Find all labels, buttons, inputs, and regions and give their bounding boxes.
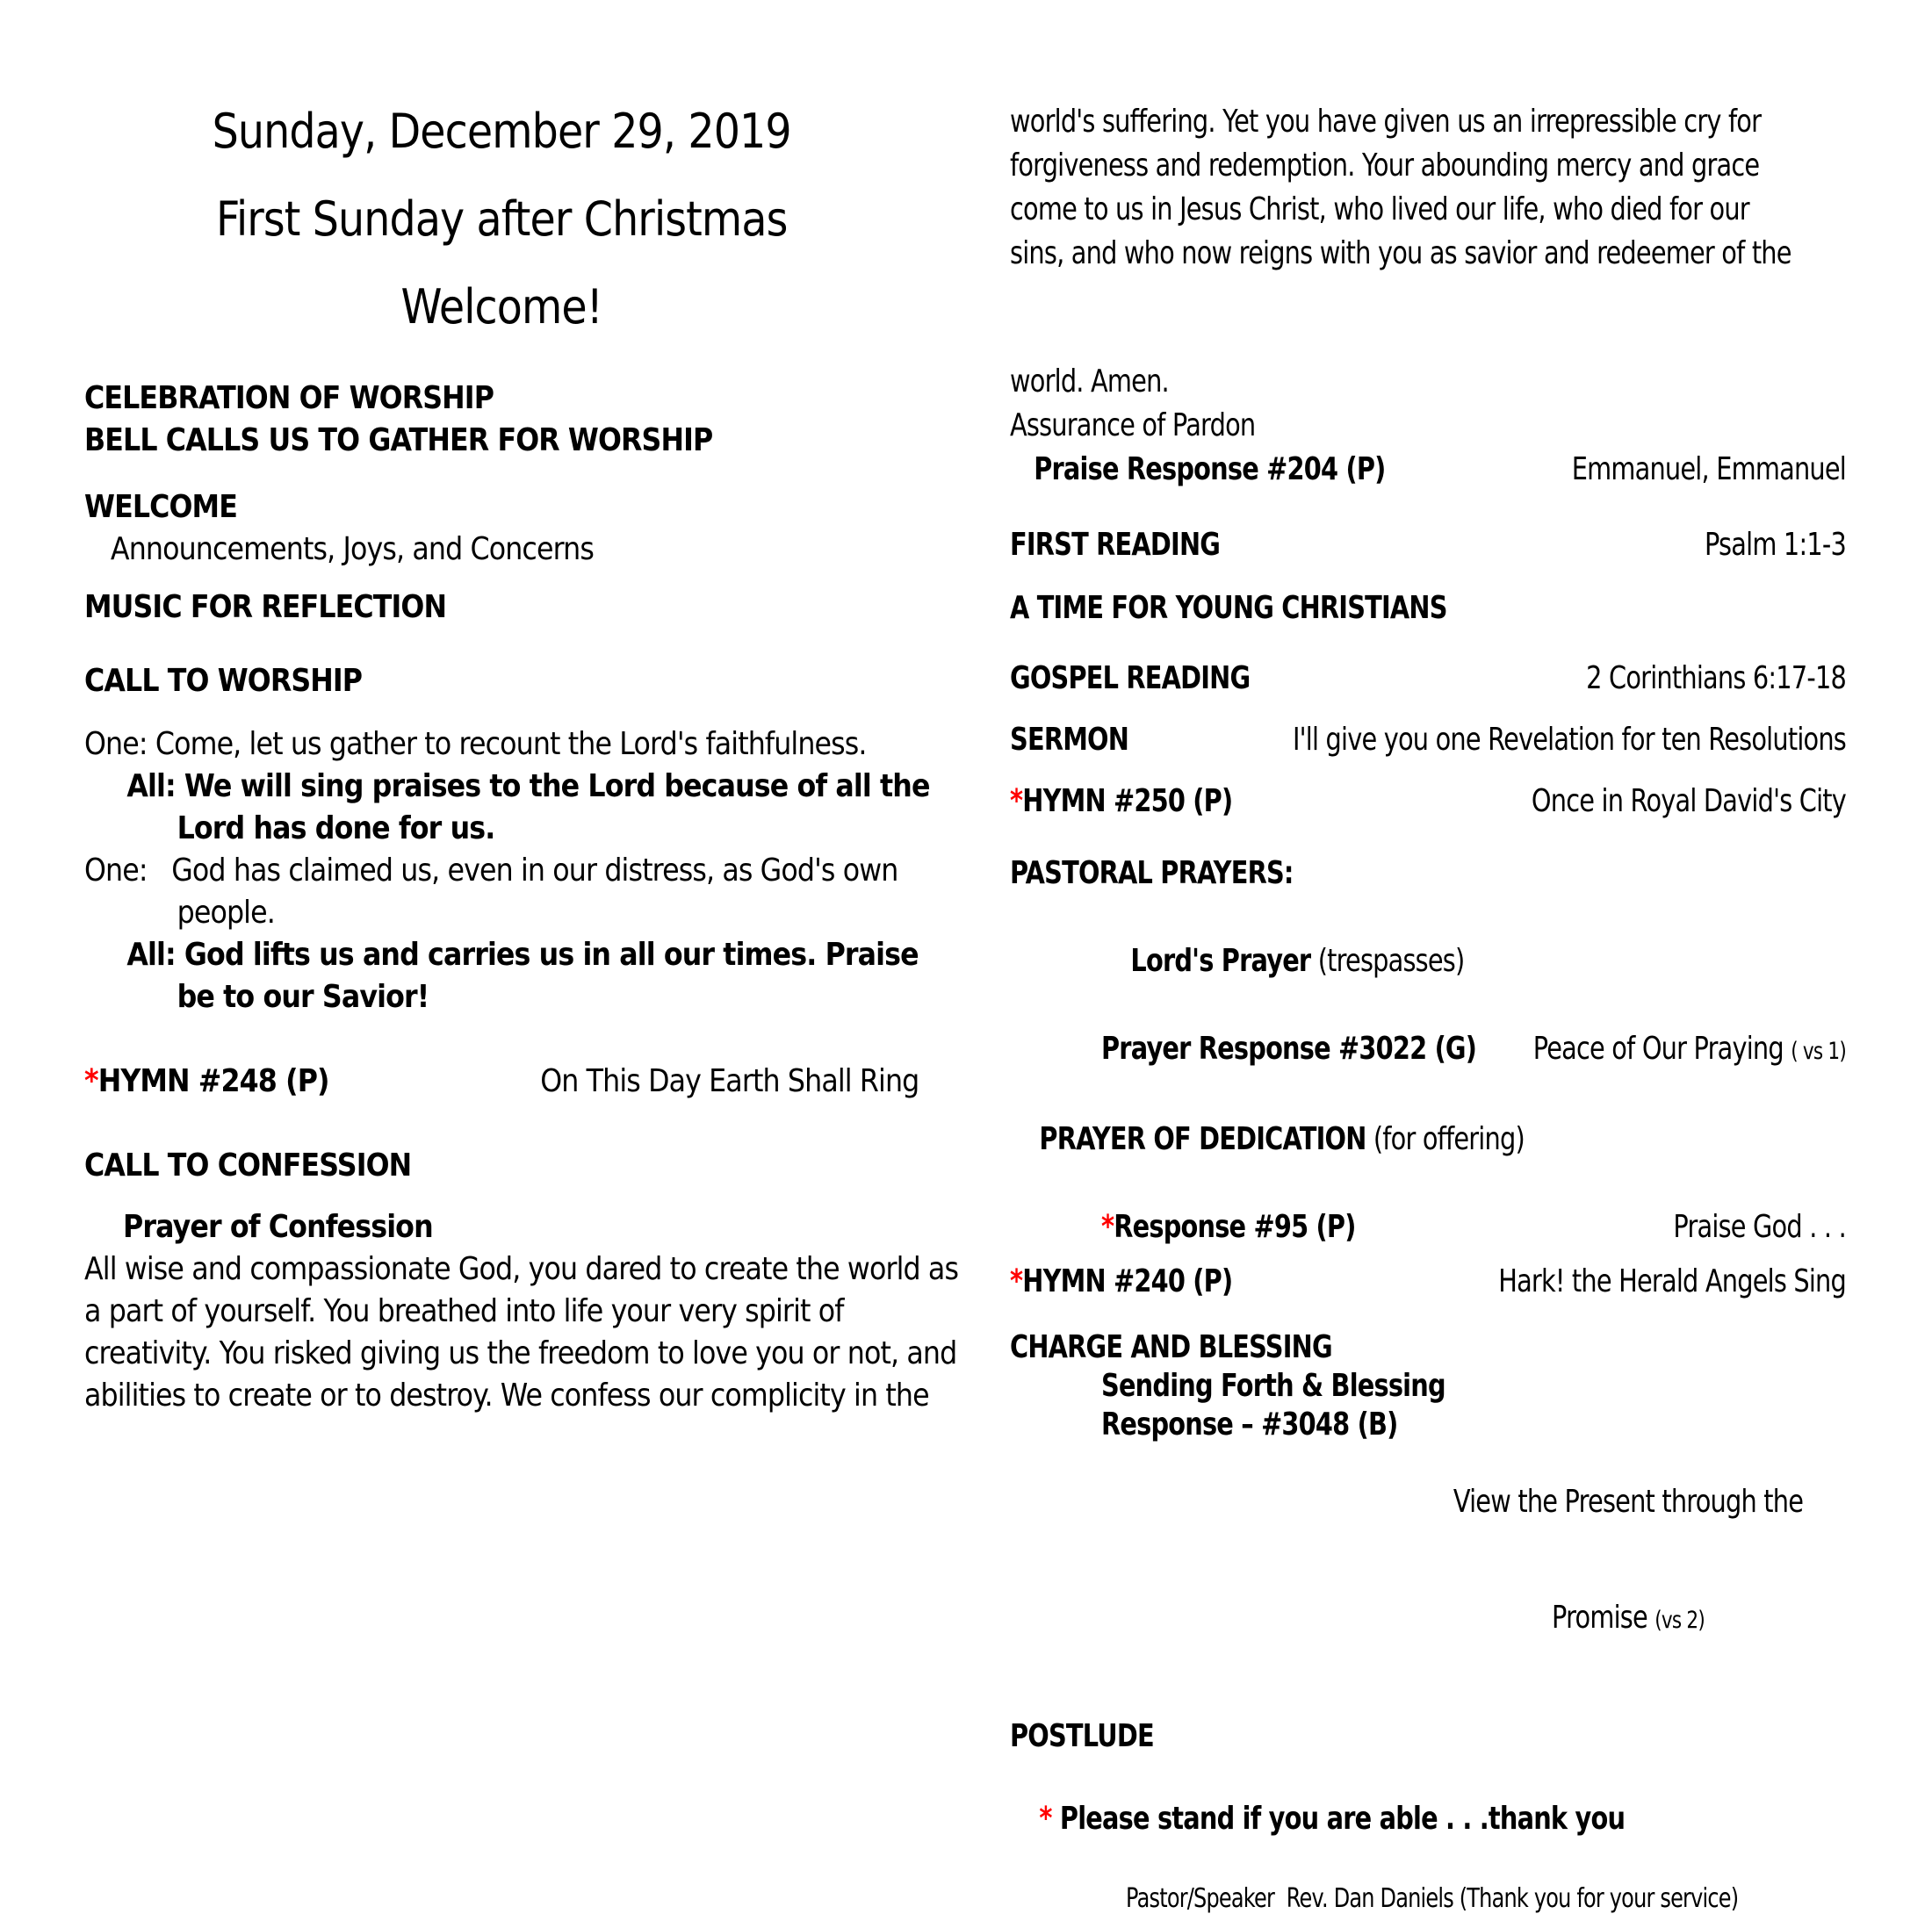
hymn-240-title: Hark! the Herald Angels Sing <box>1498 1263 1846 1299</box>
gospel-reading-reference: 2 Corinthians 6:17-18 <box>1586 660 1846 696</box>
stand-note-text: Please stand if you are able . . .thank you <box>1051 1801 1626 1837</box>
response-95-label-group <box>1010 1205 1356 1249</box>
stand-note-line <box>1010 1761 1846 1877</box>
hymn-248-label-group <box>84 1061 329 1103</box>
first-reading-line <box>1010 523 1846 567</box>
confession-line: creativity. You risked giving us the freedom to love you or not, and <box>84 1335 957 1371</box>
confession-paragraph <box>84 1248 959 1417</box>
dedication-note: (for offering) <box>1366 1121 1525 1157</box>
confession-line: a part of yourself. You breathed into life your very spirit of <box>84 1293 844 1329</box>
responsive-line-all-2: All: God lifts us and carries us in all our times. Praise <box>126 937 919 973</box>
confession-continued-line: forgiveness and redemption. Your abounding mercy and grace <box>1010 147 1760 183</box>
confession-line: All wise and compassionate God, you dared to create the world as <box>84 1251 959 1287</box>
responsive-line-one-2-cont: people. <box>177 895 275 931</box>
heading-call-to-worship: CALL TO WORSHIP <box>84 663 363 699</box>
heading-prayer-of-confession: Prayer of Confession <box>123 1209 433 1245</box>
confession-continued-line: sins, and who now reigns with you as savior and redeemer of the <box>1010 235 1791 271</box>
response-95-title: Praise God . . . <box>1673 1209 1846 1245</box>
response-95-line <box>1010 1205 1846 1249</box>
title-occasion: First Sunday after Christmas <box>215 191 788 247</box>
heading-pastoral-prayers: PASTORAL PRAYERS: <box>1010 855 1294 891</box>
response-3048-title-line1: View the Present through the <box>1453 1484 1804 1520</box>
responsive-line-all-1-cont: Lord has done for us. <box>177 810 495 846</box>
prayer-response-3022-verse-note: ( vs 1) <box>1791 1038 1846 1065</box>
stand-asterisk: * <box>1010 783 1023 819</box>
hymn-250-line <box>1010 780 1846 824</box>
hymn-240-label: HYMN #240 (P) <box>1022 1263 1233 1299</box>
responsive-line-all-1: All: We will sing praises to the Lord because of all the <box>126 768 930 804</box>
hymn-248-label: HYMN #248 (P) <box>97 1063 329 1099</box>
first-reading-label: FIRST READING <box>1010 527 1221 563</box>
response-3048-line <box>1010 1406 1846 1717</box>
responsive-line-one-1: One: Come, let us gather to recount the Lord's faithfulness. <box>84 726 867 762</box>
response-3048-verse-note: (vs 2) <box>1654 1607 1705 1634</box>
heading-welcome: WELCOME <box>84 489 237 525</box>
responsive-line-one-2: One: God has claimed us, even in our distress, as God's own <box>84 853 898 889</box>
confession-continued-line: world's suffering. Yet you have given us an irrepressible cry for <box>1010 104 1762 140</box>
title-date: Sunday, December 29, 2019 <box>212 104 791 159</box>
dedication-label: PRAYER OF DEDICATION <box>1039 1121 1366 1157</box>
heading-young-christians: A TIME FOR YOUNG CHRISTIANS <box>1010 590 1447 626</box>
response-3048-title-block <box>1410 1406 1846 1717</box>
response-3048-label: Response – #3048 (B) <box>1101 1407 1398 1443</box>
amen-line: world. Amen. <box>1010 363 1169 399</box>
sending-forth-line: Sending Forth & Blessing <box>1101 1368 1445 1404</box>
hymn-248-line <box>84 1061 919 1103</box>
prayer-response-3022-label: Prayer Response #3022 (G) <box>1101 1031 1477 1067</box>
stand-asterisk: * <box>1101 1209 1114 1245</box>
title-welcome: Welcome! <box>400 279 602 335</box>
prayer-response-3022-title-group <box>1533 1027 1846 1074</box>
announcements-line: Announcements, Joys, and Concerns <box>110 531 594 567</box>
hymn-250-label-group <box>1010 780 1232 824</box>
first-reading-reference: Psalm 1:1-3 <box>1705 527 1846 563</box>
heading-bell-calls: BELL CALLS US TO GATHER FOR WORSHIP <box>84 422 713 458</box>
heading-music-for-reflection: MUSIC FOR REFLECTION <box>84 589 447 625</box>
stand-asterisk: * <box>1010 1263 1023 1299</box>
confession-continued-line: come to us in Jesus Christ, who lived our life, who died for our <box>1010 191 1749 227</box>
responsive-line-all-2-cont: be to our Savior! <box>177 979 429 1015</box>
hymn-250-label: HYMN #250 (P) <box>1022 783 1233 819</box>
right-column <box>1010 0 1846 1921</box>
hymn-240-line <box>1010 1260 1846 1304</box>
responsive-reading <box>84 723 930 1018</box>
heading-postlude: POSTLUDE <box>1010 1718 1154 1754</box>
lords-prayer-line <box>1010 896 1846 1027</box>
hymn-250-title: Once in Royal David's City <box>1531 783 1846 819</box>
response-3048-title-line2-group <box>1410 1599 1846 1640</box>
stand-asterisk: * <box>1039 1801 1052 1837</box>
confession-line: abilities to create or to destroy. We confess our complicity in the <box>84 1378 929 1414</box>
dedication-line <box>1010 1074 1846 1205</box>
prayer-response-3022-title: Peace of Our Praying <box>1532 1031 1791 1067</box>
sermon-label: SERMON <box>1010 722 1129 758</box>
sermon-line <box>1010 718 1846 762</box>
prayer-response-3022-line <box>1010 1027 1846 1074</box>
gospel-reading-label: GOSPEL READING <box>1010 660 1251 696</box>
left-column <box>84 0 959 1417</box>
assurance-of-pardon: Assurance of Pardon <box>1010 407 1256 443</box>
stand-asterisk: * <box>84 1063 98 1099</box>
heading-celebration-of-worship: CELEBRATION OF WORSHIP <box>84 380 494 416</box>
heading-charge-and-blessing: CHARGE AND BLESSING <box>1010 1329 1332 1365</box>
sermon-title: I'll give you one Revelation for ten Resolutions <box>1292 722 1846 758</box>
page-title <box>84 88 919 351</box>
pastor-speaker-line: Pastor/Speaker Rev. Dan Daniels (Thank you for your service) <box>1126 1883 1739 1914</box>
praise-response-204-label: Praise Response #204 (P) <box>1034 451 1386 487</box>
confession-paragraph-continued <box>1010 100 1846 276</box>
response-95-label: Response #95 (P) <box>1114 1209 1356 1245</box>
hymn-240-label-group <box>1010 1260 1232 1304</box>
hymn-248-title: On This Day Earth Shall Ring <box>540 1063 919 1099</box>
response-3048-title-line2: Promise <box>1552 1600 1655 1636</box>
praise-response-204-title: Emmanuel, Emmanuel <box>1571 451 1846 487</box>
lords-prayer-label: Lord's Prayer <box>1130 943 1311 979</box>
praise-response-204-line <box>1010 448 1846 492</box>
gospel-reading-line <box>1010 657 1846 701</box>
heading-call-to-confession: CALL TO CONFESSION <box>84 1148 412 1184</box>
lords-prayer-note: (trespasses) <box>1310 943 1465 979</box>
